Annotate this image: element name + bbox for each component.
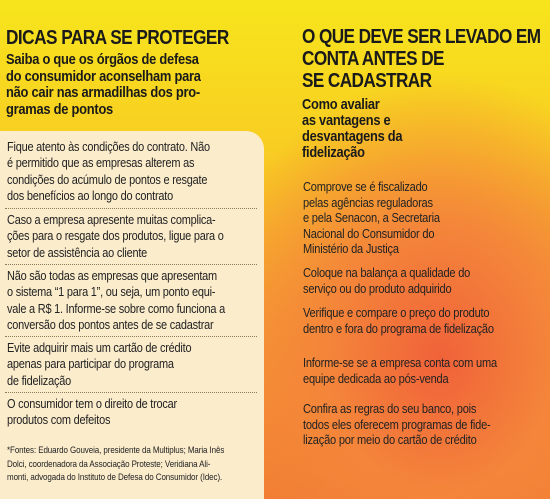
left-tip-1: Fique atento às condições do contrato. Não é permitido que as empresas alterem as condições do acúmulo de pontos e resgate dos benefícios ao longo do contrato <box>7 140 210 204</box>
left-tip-2: Caso a empresa apresente muitas complica- ções para o resgate dos produtos, ligue para o setor de assistência ao cliente <box>7 213 224 260</box>
right-tip-2: Coloque na balança a qualidade do serviço ou do produto adquirido <box>303 266 471 296</box>
right-subtitle: Como avaliar as vantagens e desvantagens da fidelização <box>302 97 403 161</box>
divider <box>5 264 257 265</box>
sources-footnote: *Fontes: Eduardo Gouveia, presidente da Multiplus; Maria Inês Dolci, coordenadora da Associação Proteste; Veridiana Ali- monti, advogada do Instituto de Defesa do Consumidor (Idec). <box>7 445 225 483</box>
right-tip-4: Informe-se se a empresa conta com uma equipe dedicada ao pós-venda <box>303 356 497 386</box>
right-title: O QUE DEVE SER LEVADO EM CONTA ANTES DE SE CADASTRAR <box>302 26 541 92</box>
left-tip-3: Não são todas as empresas que apresentam o sistema “1 para 1”, ou seja, um ponto equi- vale a R$ 1. Informe-se sobre como funciona a conversão dos pontos antes de se cadastrar <box>7 269 225 333</box>
divider <box>5 392 257 393</box>
left-tip-5: O consumidor tem o direito de trocar produtos com defeitos <box>7 397 177 428</box>
right-tip-3: Verifique e compare o preço do produto dentro e fora do programa de fidelização <box>303 306 494 336</box>
right-tip-1: Comprove se é fiscalizado pelas agências reguladoras e pela Senacon, a Secretaria Nacional do Consumidor do Ministério da Justiça <box>303 180 440 257</box>
left-tip-4: Evite adquirir mais um cartão de crédito apenas para participar do programa de fidelização <box>7 341 192 388</box>
divider <box>5 336 257 337</box>
divider <box>5 208 257 209</box>
left-title: DICAS PARA SE PROTEGER <box>6 27 229 49</box>
left-subtitle: Saiba o que os órgãos de defesa do consumidor aconselham para não cair nas armadilhas dos pro- gramas de pontos <box>6 51 201 118</box>
right-tip-5: Confira as regras do seu banco, pois todos eles oferecem programas de fide- lização por meio do cartão de crédito <box>303 402 491 448</box>
